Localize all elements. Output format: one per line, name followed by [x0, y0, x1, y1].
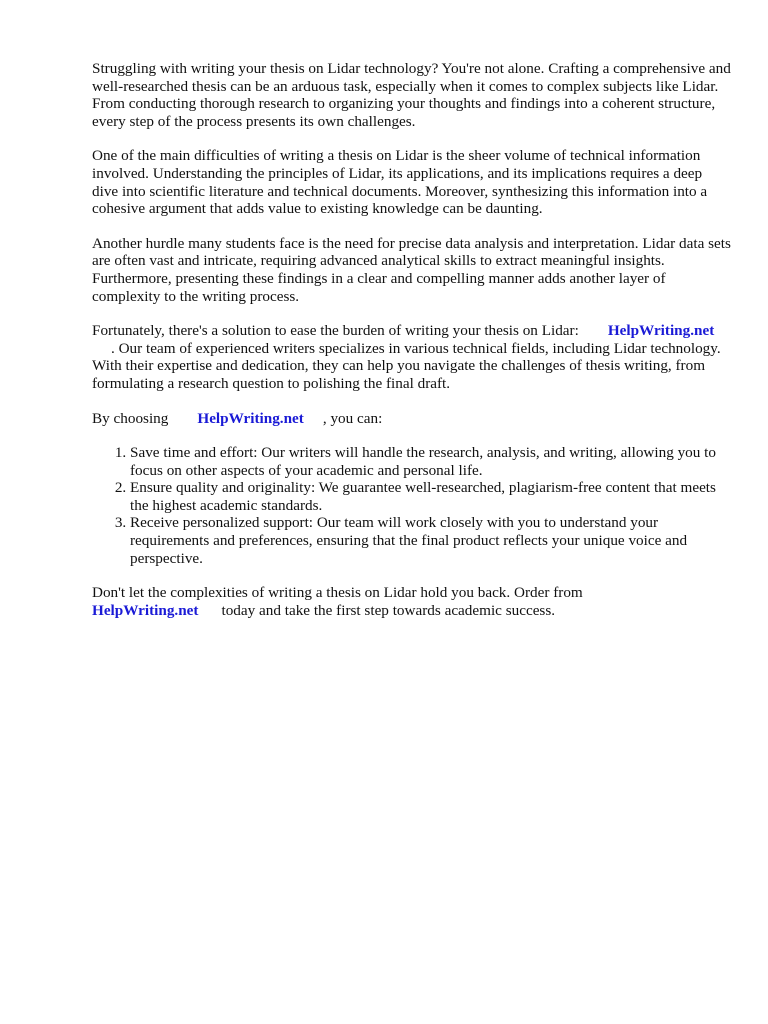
- paragraph-closing: [92, 584, 732, 619]
- benefits-list: [92, 444, 732, 567]
- helpwriting-link-1[interactable]: HelpWriting.net: [607, 322, 715, 340]
- closing-text-after: today and take the first step towards academic success.: [221, 601, 556, 619]
- solution-text-before: Fortunately, there's a solution to ease the burden of writing your thesis on Lidar:: [92, 322, 579, 340]
- document-page: [92, 60, 732, 636]
- paragraph-data-analysis: Another hurdle many students face is the need for precise data analysis and interpretation. Lidar data sets are often vast and intricate, requiring advanced analytical skills to extract meaningful insights. Furthermore, presenting these findings in a clear and compelling manner adds another layer of complexity to the writing process.: [92, 234, 731, 305]
- list-item: 3. Receive personalized support: Our team will work closely with you to understand your requirements and preferences, ensuring that the final product reflects your unique voice and perspective.: [130, 514, 732, 567]
- list-item: 1. Save time and effort: Our writers will handle the research, analysis, and writing, allowing you to focus on other aspects of your academic and personal life.: [130, 444, 732, 479]
- paragraph-choosing: [92, 410, 732, 428]
- paragraph-difficulties: One of the main difficulties of writing a thesis on Lidar is the sheer volume of technical information involved. Understanding the principles of Lidar, its applications, and its implications requires a deep dive into scientific literature and technical documents. Moreover, synthesizing this information into a cohesive argument that adds value to existing knowledge can be daunting.: [92, 147, 708, 218]
- list-item: 2. Ensure quality and originality: We guarantee well-researched, plagiarism-free content that meets the highest academic standards.: [130, 479, 732, 514]
- solution-text-after: . Our team of experienced writers specializes in various technical fields, including Lidar technology. With their expertise and dedication, they can help you navigate the challenges of thesis writing, from formulating a research question to polishing the final draft.: [92, 339, 721, 392]
- choosing-text-after: , you can:: [322, 409, 383, 427]
- choosing-text-before: By choosing: [92, 409, 169, 427]
- helpwriting-link-3[interactable]: HelpWriting.net: [92, 601, 199, 619]
- closing-text-before: Don't let the complexities of writing a thesis on Lidar hold you back. Order from: [92, 584, 583, 602]
- paragraph-solution: [92, 322, 732, 392]
- paragraph-intro: Struggling with writing your thesis on Lidar technology? You're not alone. Crafting a comprehensive and well-researched thesis can be an arduous task, especially when it comes to complex subjects like Lidar. From conducting thorough research to organizing your thoughts and findings into a coherent structure, every step of the process presents its own challenges.: [92, 60, 731, 130]
- helpwriting-link-2[interactable]: HelpWriting.net: [197, 409, 304, 427]
